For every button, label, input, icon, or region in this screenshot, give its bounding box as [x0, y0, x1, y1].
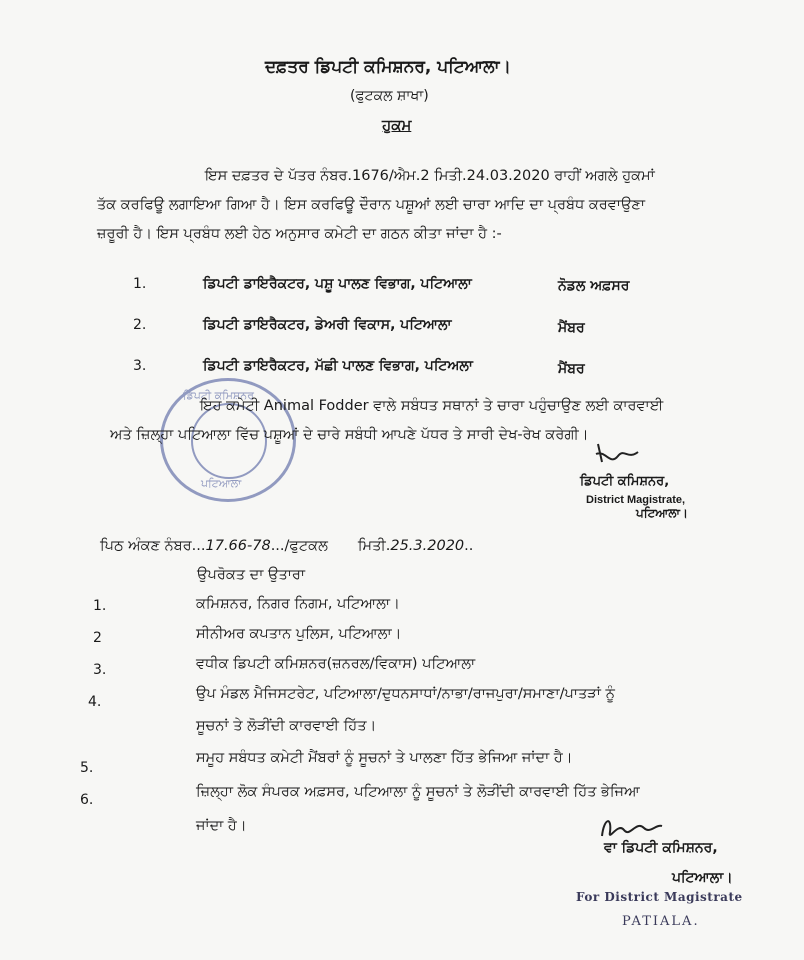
copy-recipient-3: ਵਧੀਕ ਡਿਪਟੀ ਕਮਿਸ਼ਨਰ(ਜ਼ਨਰਲ/ਵਿਕਾਸ) ਪਟਿਆਲਾ	[196, 656, 476, 672]
copy-recipient-1: ਕਮਿਸ਼ਨਰ, ਨਿਗਰ ਨਿਗਮ, ਪਟਿਆਲਾ।	[196, 596, 400, 612]
copy-num-3: 3.	[93, 662, 107, 678]
signatory-2-designation: ਵਾ ਡਿਪਟੀ ਕਮਿਸ਼ਨਰ,	[604, 840, 718, 856]
endorsement-date-label: ਮਿਤੀ.	[357, 538, 391, 554]
for-dm-place: PATIALA.	[622, 914, 700, 929]
for-dm-stamp: For District Magistrate	[576, 890, 743, 904]
signature-1	[592, 440, 642, 470]
endorsement-prefix: ਪਿਠ ਅੰਕਣ ਨੰਬਰ...	[100, 538, 206, 554]
committee-role-2: ਮੈਂਬਰ	[558, 320, 585, 336]
copy-num-4: 4.	[88, 694, 102, 710]
committee-num-2: 2.	[133, 317, 147, 333]
committee-member-2: ਡਿਪਟੀ ਡਾਇਰੈਕਟਰ, ਡੇਅਰੀ ਵਿਕਾਸ, ਪਟਿਆਲਾ	[203, 317, 452, 333]
duty-line-1: ਇਹ ਕਮੇਟੀ Animal Fodder ਵਾਲੇ ਸਬੰਧਤ ਸਥਾਨਾਂ ਤੇ ਚਾਰਾ ਪਹੁੰਚਾਉਣ ਲਈ ਕਾਰਵਾਈ	[200, 398, 664, 414]
intro-line-2: ਤੱਕ ਕਰਫਿਊ ਲਗਾਇਆ ਗਿਆ ਹੈ। ਇਸ ਕਰਫਿਊ ਦੌਰਾਨ ਪਸ਼ੂਆਂ ਲਈ ਚਾਰਾ ਆਦਿ ਦਾ ਪ੍ਰਬੰਧ ਕਰਵਾਉਣਾ	[97, 197, 646, 213]
branch-name: (ਫੁਟਕਲ ਸ਼ਾਖਾ)	[350, 88, 429, 104]
copy-num-5: 5.	[80, 760, 94, 776]
copy-recipient-4-line-2: ਸੂਚਨਾਂ ਤੇ ਲੋੜੀਂਦੀ ਕਾਰਵਾਈ ਹਿੱਤ।	[196, 718, 377, 734]
copy-recipient-2: ਸੀਨੀਅਰ ਕਪਤਾਨ ਪੁਲਿਸ, ਪਟਿਆਲਾ।	[196, 626, 402, 642]
intro-line-3: ਜ਼ਰੂਰੀ ਹੈ। ਇਸ ਪ੍ਰਬੰਧ ਲਈ ਹੇਠ ਅਨੁਸਾਰ ਕਮੇਟੀ ਦਾ ਗਠਨ ਕੀਤਾ ਜਾਂਦਾ ਹੈ :-	[97, 226, 502, 242]
endorsement-line	[100, 538, 473, 554]
office-title: ਦਫ਼ਤਰ ਡਿਪਟੀ ਕਮਿਸ਼ਨਰ, ਪਟਿਆਲਾ।	[265, 57, 511, 77]
copy-recipient-6-line-1: ਜ਼ਿਲ੍ਹਾ ਲੋਕ ਸੰਪਰਕ ਅਫ਼ਸਰ, ਪਟਿਆਲਾ ਨੂੰ ਸੂਚਨਾਂ ਤੇ ਲੋੜੀਂਦੀ ਕਾਰਵਾਈ ਹਿੱਤ ਭੇਜਿਆ	[196, 784, 640, 800]
copy-num-1: 1.	[93, 598, 107, 614]
committee-role-3: ਮੈਂਬਰ	[558, 361, 585, 377]
endorsement-date: 25.3.2020	[390, 538, 465, 554]
copy-heading: ਉਪਰੋਕਤ ਦਾ ਉਤਾਰਾ	[197, 567, 306, 583]
duty-line-2: ਅਤੇ ਜ਼ਿਲ੍ਹਾ ਪਟਿਆਲਾ ਵਿੱਚ ਪਸ਼ੂਆਂ ਦੇ ਚਾਰੇ ਸਬੰਧੀ ਆਪਣੇ ਪੱਧਰ ਤੇ ਸਾਰੀ ਦੇਖ-ਰੇਖ ਕਰੇਗੀ।	[110, 427, 589, 443]
committee-num-1: 1.	[133, 276, 147, 292]
signatory-designation: ਡਿਪਟੀ ਕਮਿਸ਼ਨਰ,	[580, 474, 670, 489]
order-heading: ਹੁਕਮ	[382, 116, 412, 134]
stamp-top-text: ਡਿਪਟੀ ਕਮਿਸ਼ਨਰ	[183, 389, 254, 402]
committee-num-3: 3.	[133, 358, 147, 374]
committee-member-3: ਡਿਪਟੀ ਡਾਇਰੈਕਟਰ, ਮੱਛੀ ਪਾਲਣ ਵਿਭਾਗ, ਪਟਿਅਲਾ	[203, 358, 473, 374]
intro-line-1: ਇਸ ਦਫ਼ਤਰ ਦੇ ਪੱਤਰ ਨੰਬਰ.1676/ਐਮ.2 ਮਿਤੀ.24.03.2020 ਰਾਹੀਂ ਅਗਲੇ ਹੁਕਮਾਂ	[205, 168, 655, 184]
endorsement-number: 17.66-78	[205, 538, 271, 554]
signatory-en-title: District Magistrate,	[586, 494, 686, 506]
signatory-place: ਪਟਿਆਲਾ।	[636, 506, 688, 520]
copy-num-6: 6.	[80, 792, 94, 808]
signatory-2-place: ਪਟਿਆਲਾ।	[672, 870, 733, 886]
copy-num-2: 2	[93, 630, 102, 646]
endorsement-date-suffix: ..	[464, 538, 474, 554]
copy-recipient-5: ਸਮੂਹ ਸਬੰਧਤ ਕਮੇਟੀ ਮੈਂਬਰਾਂ ਨੂੰ ਸੂਚਨਾਂ ਤੇ ਪਾਲਣਾ ਹਿੱਤ ਭੇਜਿਆ ਜਾਂਦਾ ਹੈ।	[196, 750, 573, 766]
endorsement-branch: .../ਫੁਟਕਲ	[270, 538, 328, 554]
committee-role-1: ਨੋਡਲ ਅਫ਼ਸਰ	[558, 278, 630, 294]
copy-recipient-4-line-1: ਉਪ ਮੰਡਲ ਮੈਜਿਸਟਰੇਟ, ਪਟਿਆਲਾ/ਦੁਧਨਸਾਧਾਂ/ਨਾਭਾ/ਰਾਜਪੁਰਾ/ਸਮਾਣਾ/ਪਾਤੜਾਂ ਨੂੰ	[196, 686, 615, 702]
committee-member-1: ਡਿਪਟੀ ਡਾਇਰੈਕਟਰ, ਪਸ਼ੂ ਪਾਲਣ ਵਿਭਾਗ, ਪਟਿਆਲਾ	[203, 276, 472, 292]
stamp-bottom-text: ਪਟਿਆਲਾ	[201, 477, 242, 490]
copy-recipient-6-line-2: ਜਾਂਦਾ ਹੈ।	[196, 818, 247, 834]
